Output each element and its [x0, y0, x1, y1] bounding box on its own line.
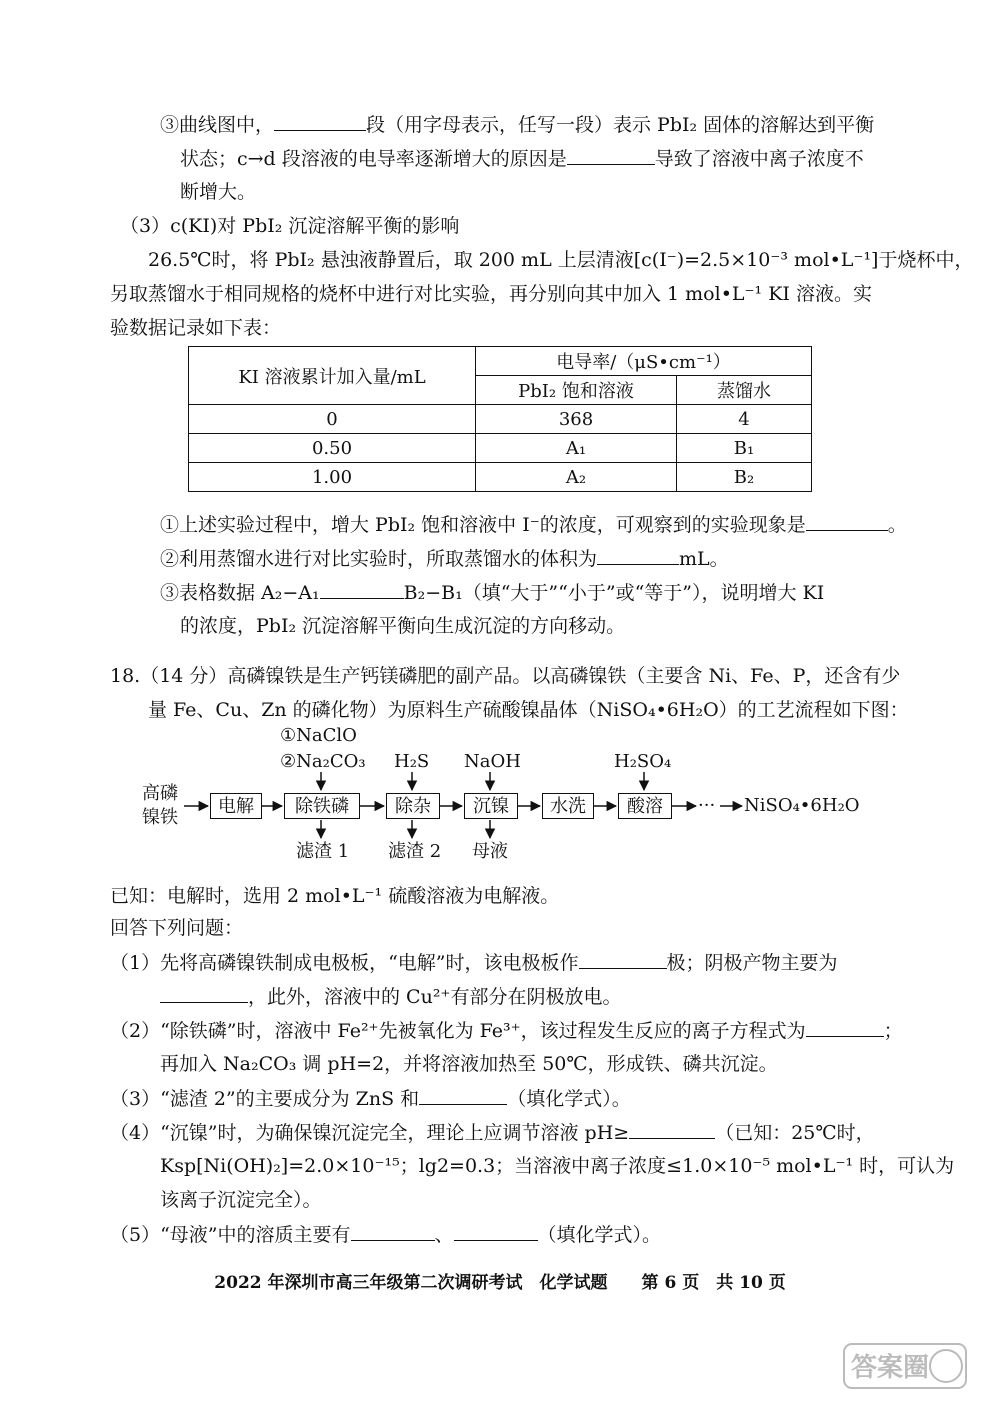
- table-header-ki-volume: KI 溶液累计加入量/mL: [189, 347, 476, 405]
- table-cell: 368: [476, 405, 677, 434]
- answer-blank[interactable]: [419, 1086, 507, 1105]
- known-condition: 已知：电解时，选用 2 mol•L⁻¹ 硫酸溶液为电解液。: [110, 885, 560, 907]
- table-cell: 4: [677, 405, 812, 434]
- answer-blank[interactable]: [567, 146, 655, 165]
- item-3-text-c: 状态；c→d 段溶液的电导率逐渐增大的原因是: [180, 148, 567, 170]
- answer-intro: 回答下列问题：: [110, 917, 244, 939]
- reagent-h2so4: H₂SO₄: [614, 751, 672, 772]
- reagent-naclo: ①NaClO: [280, 725, 357, 746]
- start-material-line-1: 高磷: [142, 783, 178, 804]
- answer-blank[interactable]: [160, 984, 248, 1003]
- item-1: [160, 512, 907, 537]
- item-3-text-tail: B₂−B₁（填“大于”“小于”或“等于”），说明增大 KI: [403, 582, 825, 604]
- table-cell: 0.50: [189, 434, 476, 463]
- question-18-line-2: 量 Fe、Cu、Zn 的磷化物）为原料生产硫酸镍晶体（NiSO₄•6H₂O）的工艺流程如下图：: [148, 699, 909, 721]
- output-residue-2: 滤渣 2: [388, 841, 442, 862]
- subquestion-1-line-2: [160, 984, 621, 1009]
- subquestion-2-line-1: [110, 1018, 903, 1043]
- answer-blank[interactable]: [806, 1018, 884, 1037]
- item-2-end: mL。: [679, 548, 729, 570]
- subquestion-2-line-2: 再加入 Na₂CO₃ 调 pH=2，并将溶液加热至 50℃，形成铁、磷共沉淀。: [160, 1053, 778, 1075]
- item-3-line-2: [180, 146, 864, 171]
- item-3-text: ③表格数据 A₂−A₁: [160, 582, 320, 604]
- product-nickel-sulfate: NiSO₄•6H₂O: [744, 795, 860, 816]
- subquestion-1-text-b: 极；阴极产物主要为: [666, 952, 838, 974]
- answer-blank[interactable]: [320, 580, 404, 599]
- section-3-heading: （3）c(KI)对 PbI₂ 沉淀溶解平衡的影响: [120, 215, 460, 237]
- answer-blank[interactable]: [351, 1222, 435, 1241]
- item-1-end: 。: [887, 514, 907, 536]
- subquestion-4-line-1: [110, 1120, 875, 1145]
- page-footer: 2022 年深圳市高三年级第二次调研考试 化学试题 第 6 页 共 10 页: [214, 1273, 786, 1293]
- table-cell: B₂: [677, 463, 812, 492]
- step-fe-p-removal: 除铁磷: [284, 793, 360, 819]
- subquestion-5: [110, 1222, 661, 1247]
- table-cell: A₂: [476, 463, 677, 492]
- subquestion-5-text-b: （填化学式）。: [537, 1224, 662, 1246]
- reagent-h2s: H₂S: [394, 751, 430, 772]
- table-row: [189, 434, 812, 463]
- subquestion-3-text-b: （填化学式）。: [507, 1088, 631, 1110]
- subquestion-1-text: （1）先将高磷镍铁制成电极板，“电解”时，该电极板作: [110, 952, 579, 974]
- subquestion-3-text: （3）“滤渣 2”的主要成分为 ZnS 和: [110, 1088, 420, 1110]
- stamp-logo: [840, 1338, 970, 1396]
- table-cell: 0: [189, 405, 476, 434]
- table-header-conductivity: 电导率/（μS•cm⁻¹）: [476, 347, 812, 376]
- answer-blank[interactable]: [629, 1120, 715, 1139]
- subquestion-3: [110, 1086, 631, 1111]
- subquestion-2-end: ；: [883, 1020, 903, 1042]
- answer-blank[interactable]: [454, 1222, 538, 1241]
- answer-blank[interactable]: [274, 112, 366, 131]
- answer-blank[interactable]: [806, 512, 888, 531]
- item-3-text-a: ③曲线图中，: [160, 114, 275, 136]
- subquestion-4-line-3: 该离子沉淀完全）。: [160, 1189, 322, 1211]
- answer-blank[interactable]: [597, 546, 679, 565]
- table-cell: A₁: [476, 434, 677, 463]
- table-cell: 1.00: [189, 463, 476, 492]
- table-subheader-water: 蒸馏水: [677, 376, 812, 405]
- item-2-text: ②利用蒸馏水进行对比实验时，所取蒸馏水的体积为: [160, 548, 598, 570]
- subquestion-4-line-2: Ksp[Ni(OH)₂]=2.0×10⁻¹⁵；lg2=0.3；当溶液中离子浓度≤1.0×10⁻⁵ mol•L⁻¹ 时，可认为: [160, 1155, 955, 1177]
- conductivity-table: [188, 346, 812, 492]
- item-2: [160, 546, 729, 571]
- answer-blank[interactable]: [579, 950, 667, 969]
- subquestion-1-line-1: [110, 950, 838, 975]
- step-washing: 水洗: [542, 793, 594, 819]
- process-flowchart: [130, 722, 890, 872]
- table-row: [189, 463, 812, 492]
- question-18-line-1: 18.（14 分）高磷镍铁是生产钙镁磷肥的副产品。以高磷镍铁（主要含 Ni、Fe、P，还含有少: [110, 665, 901, 687]
- step-acid-dissolution: 酸溶: [618, 793, 672, 819]
- table-cell: B₁: [677, 434, 812, 463]
- section-3-paragraph-line-1: 26.5℃时，将 PbI₂ 悬浊液静置后，取 200 mL 上层清液[c(I⁻)=2.5×10⁻³ mol•L⁻¹]于烧杯中，: [148, 249, 974, 271]
- step-impurity-removal: 除杂: [386, 793, 440, 819]
- output-residue-1: 滤渣 1: [296, 841, 350, 862]
- subquestion-5-text: （5）“母液”中的溶质主要有: [110, 1224, 351, 1246]
- item-3: [160, 580, 824, 605]
- subquestion-5-separator: 、: [434, 1224, 454, 1246]
- start-material-line-2: 镍铁: [142, 807, 178, 828]
- reagent-na2co3: ②Na₂CO₃: [280, 751, 366, 772]
- item-3-continuation: 的浓度，PbI₂ 沉淀溶解平衡向生成沉淀的方向移动。: [180, 615, 626, 637]
- item-1-text: ①上述实验过程中，增大 PbI₂ 饱和溶液中 I⁻的浓度，可观察到的实验现象是: [160, 514, 806, 536]
- step-electrolysis: 电解: [210, 793, 262, 819]
- subquestion-4-text-b: （已知：25℃时，: [715, 1122, 875, 1144]
- item-3-text-d: 导致了溶液中离子浓度不: [654, 148, 864, 170]
- subquestion-4-text: （4）“沉镍”时，为确保镍沉淀完全，理论上应调节溶液 pH≥: [110, 1122, 630, 1144]
- subquestion-1-text-c: ，此外，溶液中的 Cu²⁺有部分在阴极放电。: [248, 986, 622, 1008]
- table-row: [189, 405, 812, 434]
- item-3-line-3: 断增大。: [180, 181, 257, 203]
- reagent-naoh: NaOH: [464, 751, 521, 772]
- stamp-logo-text: 答案圈: [850, 1353, 930, 1383]
- subquestion-2-text: （2）“除铁磷”时，溶液中 Fe²⁺先被氧化为 Fe³⁺，该过程发生反应的离子方程式为: [110, 1020, 806, 1042]
- flow-ellipsis: ···: [698, 795, 716, 816]
- section-3-paragraph-line-2: 另取蒸馏水于相同规格的烧杯中进行对比实验，再分别向其中加入 1 mol•L⁻¹ KI 溶液。实: [110, 283, 872, 305]
- step-ni-precipitation: 沉镍: [464, 793, 518, 819]
- item-3-text-b: 段（用字母表示，任写一段）表示 PbI₂ 固体的溶解达到平衡: [366, 114, 875, 136]
- section-3-paragraph-line-3: 验数据记录如下表：: [110, 317, 282, 339]
- item-3-line-1: [160, 112, 874, 137]
- output-mother-liquor: 母液: [472, 841, 508, 862]
- table-subheader-pbi2: PbI₂ 饱和溶液: [476, 376, 677, 405]
